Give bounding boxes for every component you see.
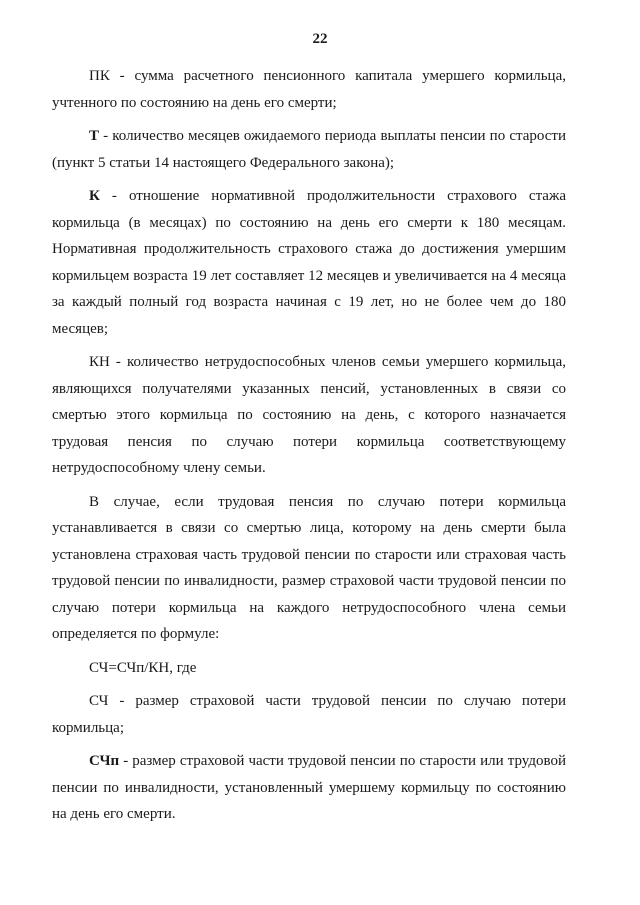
body-paragraph [52, 489, 566, 648]
paragraph-text: В случае, если трудовая пенсия по случаю потери кормильца устанавливается в связи со смертью лица, которому на день смерти была установлена страховая часть трудовой пенсии по старости или страховая часть трудовой пенсии по инвалидности, размер страховой части трудовой пенсии по случаю потери кормильца на каждого нетрудоспособного члена семьи определяется по формуле: [52, 493, 566, 642]
definition-text: - количество нетрудоспособных членов семьи умершего кормильца, являющихся получателями указанных пенсий, установленных в связи со смертью этого кормильца по состоянию на день, с которого назначается трудовая пенсия по случаю потери кормильца соответствующему нетрудоспособному члену семьи. [52, 354, 566, 476]
definition-text: - размер страховой части трудовой пенсии по старости или трудовой пенсии по инвалидности, установленный умершему кормильцу по состоянию на день его смерти. [52, 753, 566, 822]
definition-k [52, 183, 566, 342]
document-body [52, 63, 566, 835]
definition-pk [52, 63, 566, 116]
definition-kn [52, 349, 566, 482]
term-label: КН [89, 354, 110, 370]
term-label: ПК [89, 68, 110, 84]
definition-text: - сумма расчетного пенсионного капитала умершего кормильца, учтенного по состоянию на день его смерти; [52, 68, 566, 111]
definition-text: - размер страховой части трудовой пенсии по случаю потери кормильца; [52, 693, 566, 736]
definition-text: - отношение нормативной продолжительности страхового стажа кормильца (в месяцах) по состоянию на день его смерти к 180 месяцам. Нормативная продолжительность страхового стажа до достижения умершим кормильцем возраста 19 лет составляет 12 месяцев и увеличивается на 4 месяца за каждый полный год возраста начиная с 19 лет, но не более чем до 180 месяцев; [52, 188, 566, 337]
term-label: СЧп [89, 753, 120, 769]
definition-t [52, 123, 566, 176]
formula-text: СЧ=СЧп/КН, где [89, 659, 197, 676]
definition-schp [52, 748, 566, 828]
definition-sch [52, 688, 566, 741]
page-number: 22 [312, 31, 328, 47]
term-label: К [89, 188, 100, 204]
term-label: Т [89, 128, 100, 144]
definition-text: - количество месяцев ожидаемого периода выплаты пенсии по старости (пункт 5 статьи 14 настоящего Федерального закона); [52, 128, 566, 171]
term-label: СЧ [89, 693, 109, 709]
formula-line [52, 655, 566, 682]
